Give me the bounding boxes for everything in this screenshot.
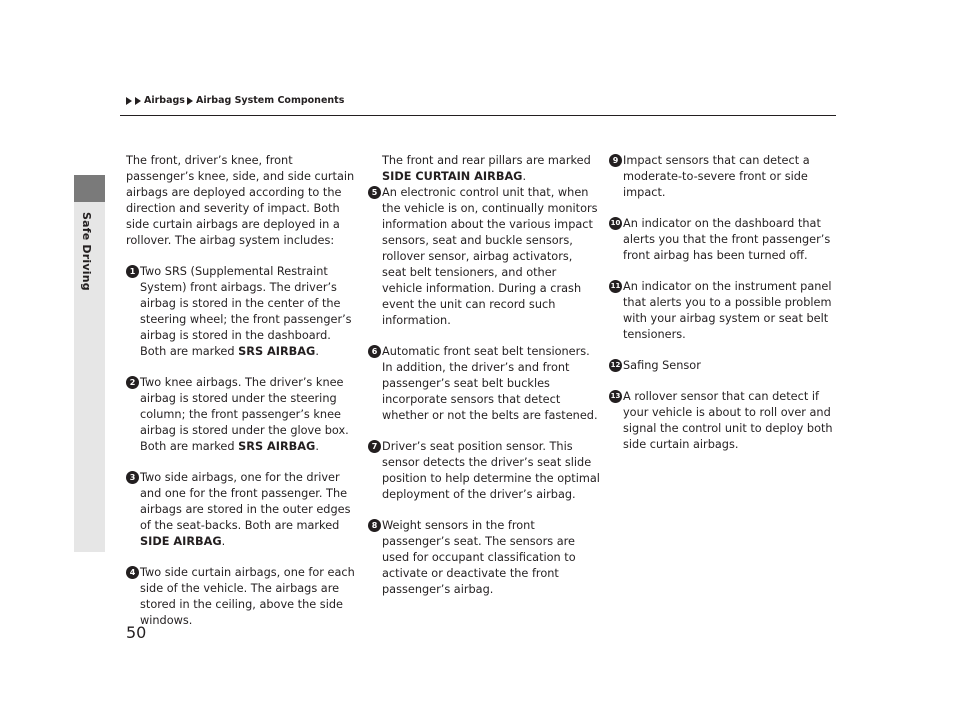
number-badge: 12 — [609, 359, 622, 372]
chevron-right-icon — [135, 97, 141, 105]
breadcrumb — [126, 95, 344, 106]
list-item: 2 Two knee airbags. The driver’s knee airbag is stored under the steering column; the front passenger’s knee airbag is stored under the glove box. Both are marked SRS AIRBAG. — [126, 375, 356, 455]
page-number: 50 — [126, 623, 147, 642]
list-item: 11 An indicator on the instrument panel that alerts you to a possible problem with your airbag system or seat belt tensioners. — [610, 280, 832, 341]
chevron-right-icon — [126, 97, 132, 105]
breadcrumb-item: Airbag System Components — [195, 95, 345, 106]
list-item: 1 Two SRS (Supplemental Restraint System) front airbags. The driver’s airbag is stored in the center of the steering wheel; the front passenger’s airbag is stored in the dashboard. Both are marked SRS AIRBAG. — [126, 264, 356, 360]
number-badge: 10 — [609, 217, 622, 230]
number-badge: 2 — [126, 376, 139, 389]
number-badge: 11 — [609, 280, 622, 293]
chevron-right-icon — [187, 97, 193, 105]
number-badge: 4 — [126, 566, 139, 579]
list-item: 3 Two side airbags, one for the driver and one for the front passenger. The airbags are stored in the outer edges of the seat-backs. Both are marked SIDE AIRBAG. — [126, 470, 356, 550]
list-item: 8 Weight sensors in the front passenger’s seat. The sensors are used for occupant classification to activate or deactivate the front passenger’s airbag. — [368, 518, 600, 598]
number-badge: 13 — [609, 390, 622, 403]
header-divider — [120, 115, 836, 116]
list-item: 4 Two side curtain airbags, one for each side of the vehicle. The airbags are stored in the ceiling, above the side windows. — [126, 565, 356, 629]
number-badge: 3 — [126, 471, 139, 484]
list-item-continuation: The front and rear pillars are marked SIDE CURTAIN AIRBAG. — [382, 154, 591, 183]
section-label: Safe Driving — [80, 212, 93, 291]
list-item: 12 Safing Sensor — [610, 359, 701, 372]
list-item: 13 A rollover sensor that can detect if your vehicle is about to roll over and signal the control unit to deploy both side curtain airbags. — [610, 390, 833, 451]
number-badge: 5 — [368, 186, 381, 199]
list-item: 6 Automatic front seat belt tensioners. In addition, the driver’s and front passenger’s seat belt buckles incorporate sensors that detect whether or not the belts are fastened. — [368, 344, 600, 424]
list-item: 7 Driver’s seat position sensor. This sensor detects the driver’s seat slide position to help determine the optimal deployment of the driver’s airbag. — [368, 439, 600, 503]
number-badge: 9 — [609, 154, 622, 167]
list-item: 10 An indicator on the dashboard that alerts you that the front passenger’s front airbag has been turned off. — [610, 217, 831, 262]
intro-paragraph: The front, driver’s knee, front passenger’s knee, side, and side curtain airbags are deployed according to the direction and severity of impact. Both side curtain airbags are deployed in a rollover. The airbag system includes: — [126, 154, 355, 247]
column-3 — [609, 153, 843, 468]
list-item: 9 Impact sensors that can detect a moderate-to-severe front or side impact. — [609, 153, 843, 201]
section-tab-marker — [74, 175, 105, 202]
breadcrumb-item: Airbags — [144, 95, 185, 106]
column-2 — [368, 153, 600, 613]
number-badge: 8 — [368, 519, 381, 532]
number-badge: 1 — [126, 265, 139, 278]
number-badge: 6 — [368, 345, 381, 358]
list-item: 5 An electronic control unit that, when the vehicle is on, continually monitors information about the various impact sensors, seat and buckle sensors, rollover sensor, airbag activators, seat belt tensioners, and other vehicle information. During a crash event the unit can record such information. — [368, 185, 600, 329]
column-1 — [126, 153, 356, 644]
number-badge: 7 — [368, 440, 381, 453]
